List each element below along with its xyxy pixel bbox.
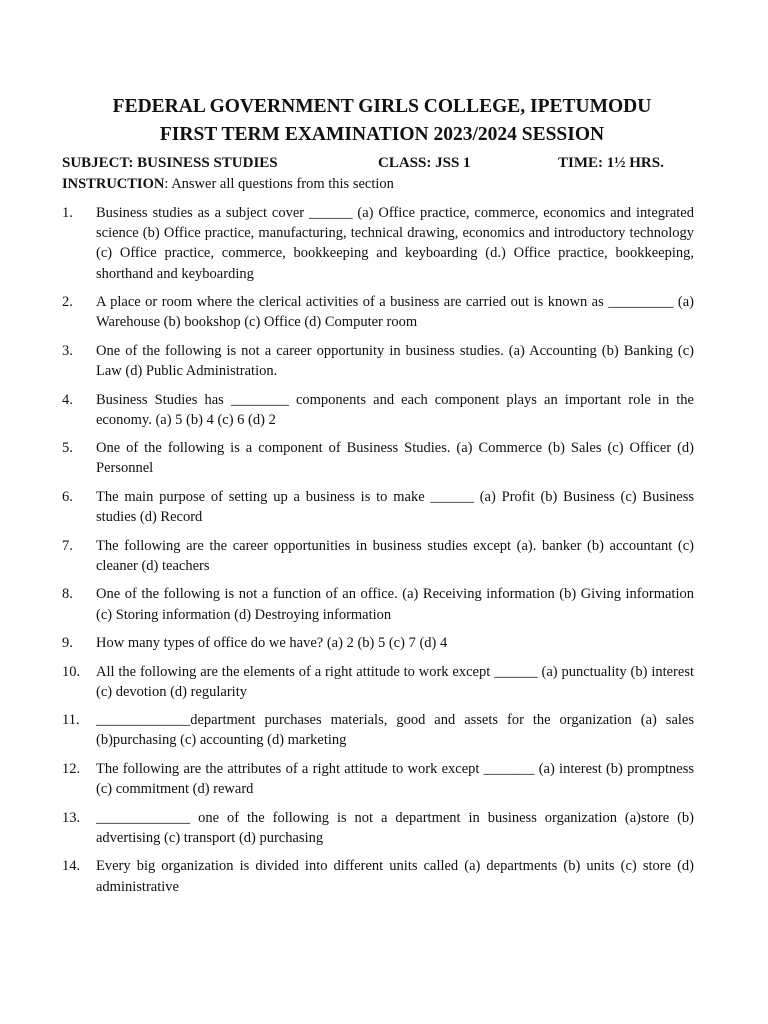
question-item <box>62 292 694 332</box>
question-number: 7. <box>62 537 73 554</box>
question-text: All the following are the elements of a right attitude to work except ______ (a) punctuality (b) interest (c) devotion (d) regularity <box>96 663 694 700</box>
question-number: 4. <box>62 391 73 408</box>
question-number: 1. <box>62 205 73 221</box>
question-number: 3. <box>62 342 73 359</box>
question-text: The following are the career opportunities in business studies except (a). banker (b) accountant (c) cleaner (d) teachers <box>96 537 694 574</box>
question-number: 10. <box>62 663 81 680</box>
question-text: One of the following is not a career opportunity in business studies. (a) Accounting (b) Banking (c) Law (d) Public Administration. <box>96 342 694 380</box>
instruction <box>62 174 694 194</box>
question-text: Every big organization is divided into different units called (a) departments (b) units (c) store (d) administrative <box>96 858 694 895</box>
question-item <box>62 856 694 896</box>
question-text: Business Studies has ________ components and each component plays an important role in the economy. (a) 5 (b) 4 (c) 6 (d) 2 <box>96 391 694 428</box>
question-list <box>62 203 694 897</box>
question-item <box>62 759 694 799</box>
question-item <box>62 633 694 653</box>
question-number: 12. <box>62 760 81 777</box>
question-number: 13. <box>62 809 81 826</box>
question-text: Business studies as a subject cover ______ (a) Office practice, commerce, economics and integrated science (b) Office practice, manufacturing, technical drawing, economics and introductory technology (c) Office practice, commerce, bookkeeping and keyboarding (d.) Office practice, bookkeeping, shorthand and keyboarding <box>96 205 694 282</box>
class-label: CLASS: JSS 1 <box>378 155 471 171</box>
school-name: FEDERAL GOVERNMENT GIRLS COLLEGE, IPETUMODU <box>112 96 652 117</box>
question-text: _____________ one of the following is not a department in business organization (a)store (b) advertising (c) transport (d) purchasing <box>96 809 694 846</box>
time-label: TIME: 1½ HRS. <box>558 155 664 171</box>
question-item <box>62 808 694 848</box>
question-number: 9. <box>62 635 73 652</box>
subject-label: SUBJECT: BUSINESS STUDIES <box>62 155 278 171</box>
question-number: 14. <box>62 858 81 875</box>
question-number: 8. <box>62 586 73 603</box>
question-text: The following are the attributes of a right attitude to work except _______ (a) interest (b) promptness (c) commitment (d) reward <box>96 760 694 798</box>
question-item <box>62 536 694 576</box>
question-item <box>62 584 694 624</box>
question-item <box>62 438 694 478</box>
question-item <box>62 487 694 527</box>
question-item <box>62 662 694 702</box>
question-text: _____________department purchases materials, good and assets for the organization (a) sales (b)purchasing (c) accounting (d) marketing <box>96 712 694 749</box>
question-text: One of the following is not a function of an office. (a) Receiving information (b) Giving information (c) Storing information (d) Destroying information <box>96 586 694 623</box>
question-number: 11. <box>62 712 80 729</box>
question-text: A place or room where the clerical activities of a business are carried out is known as _________ (a) Warehouse (b) bookshop (c) Office (d) Computer room <box>96 294 694 331</box>
exam-meta-row <box>62 152 694 174</box>
question-number: 5. <box>62 440 73 457</box>
instruction-label: INSTRUCTION <box>62 176 165 192</box>
question-item <box>62 203 694 284</box>
question-number: 2. <box>62 294 73 311</box>
question-item <box>62 710 694 750</box>
question-text: One of the following is a component of Business Studies. (a) Commerce (b) Sales (c) Officer (d) Personnel <box>96 440 694 477</box>
question-item <box>62 341 694 381</box>
exam-title: FIRST TERM EXAMINATION 2023/2024 SESSION <box>159 124 605 145</box>
instruction-text: : Answer all questions from this section <box>164 176 394 192</box>
question-text: How many types of office do we have? (a) 2 (b) 5 (c) 7 (d) 4 <box>96 635 448 652</box>
question-item <box>62 390 694 430</box>
question-text: The main purpose of setting up a business is to make ______ (a) Profit (b) Business (c) Business studies (d) Record <box>96 488 694 526</box>
question-number: 6. <box>62 488 73 505</box>
